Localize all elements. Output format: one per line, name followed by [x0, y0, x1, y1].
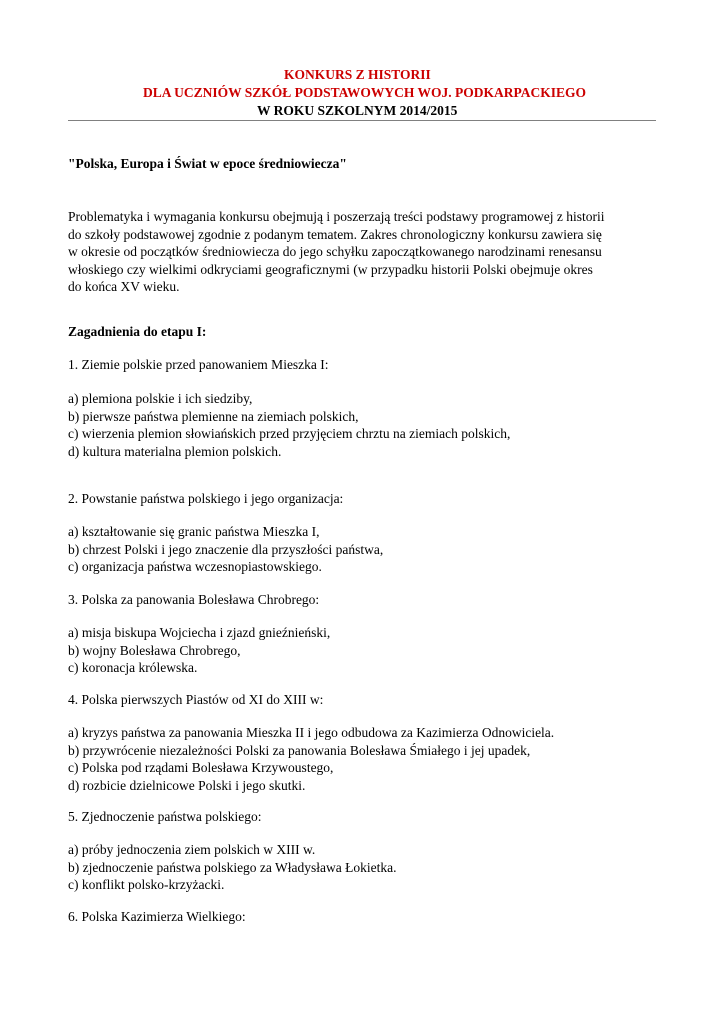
subject-title: "Polska, Europa i Świat w epoce średniowiecza" [68, 156, 347, 171]
list-item: c) Polska pod rządami Bolesława Krzywoustego, [68, 760, 334, 775]
header-line-2: DLA UCZNIÓW SZKÓŁ PODSTAWOWYCH WOJ. PODKARPACKIEGO [143, 85, 587, 100]
list-item: b) zjednoczenie państwa polskiego za Władysława Łokietka. [68, 859, 397, 875]
list-item: a) plemiona polskie i ich siedziby, [68, 391, 253, 406]
topic-4-title: 4. Polska pierwszych Piastów od XI do XIII w: [68, 692, 324, 707]
intro-line: w okresie od początków średniowiecza do jego schyłku zapoczątkowanego narodzinami renesansu [68, 244, 602, 259]
topic-6-title: 6. Polska Kazimierza Wielkiego: [68, 909, 246, 924]
list-item: c) organizacja państwa wczesnopiastowskiego. [68, 559, 322, 574]
topic-1-items [68, 390, 658, 460]
list-item: b) chrzest Polski i jego znaczenie dla przyszłości państwa, [68, 541, 384, 557]
topic-5-title: 5. Zjednoczenie państwa polskiego: [68, 809, 262, 824]
topic-5-items [68, 841, 658, 894]
intro-line: Problematyka i wymagania konkursu obejmują i poszerzają treści podstawy programowej z historii [68, 209, 605, 224]
intro-line: do szkoły podstawowej zgodnie z podanym tematem. Zakres chronologiczny konkursu zawiera się [68, 226, 602, 242]
topic-2-title: 2. Powstanie państwa polskiego i jego organizacja: [68, 491, 344, 506]
list-item: a) kształtowanie się granic państwa Mieszka I, [68, 524, 320, 539]
intro-line: do końca XV wieku. [68, 279, 180, 294]
list-item: c) koronacja królewska. [68, 660, 198, 675]
topic-1-title: 1. Ziemie polskie przed panowaniem Mieszka I: [68, 357, 329, 372]
intro-paragraph [68, 208, 658, 296]
document-header [68, 66, 656, 120]
list-item: d) kultura materialna plemion polskich. [68, 443, 282, 459]
list-item: b) wojny Bolesława Chrobrego, [68, 642, 241, 658]
stage-heading: Zagadnienia do etapu I: [68, 324, 207, 339]
list-item: a) kryzys państwa za panowania Mieszka II i jego odbudowa za Kazimierza Odnowiciela. [68, 725, 555, 740]
intro-line: włoskiego czy wielkimi odkryciami geograficznymi (w przypadku historii Polski obejmuje okres [68, 261, 593, 277]
list-item: d) rozbicie dzielnicowe Polski i jego skutki. [68, 777, 306, 793]
topic-3-items [68, 624, 658, 677]
list-item: a) próby jednoczenia ziem polskich w XIII w. [68, 842, 316, 857]
header-line-3: W ROKU SZKOLNYM 2014/2015 [257, 103, 458, 118]
list-item: a) misja biskupa Wojciecha i zjazd gnieźnieński, [68, 625, 331, 640]
list-item: b) przywrócenie niezależności Polski za panowania Bolesława Śmiałego i jej upadek, [68, 742, 531, 758]
header-divider [68, 120, 656, 121]
topic-4-items [68, 724, 658, 794]
list-item: c) konflikt polsko-krzyżacki. [68, 877, 225, 892]
list-item: c) wierzenia plemion słowiańskich przed przyjęciem chrztu na ziemiach polskich, [68, 426, 511, 441]
topic-2-items [68, 523, 658, 576]
header-line-1: KONKURS Z HISTORII [284, 67, 431, 82]
topic-3-title: 3. Polska za panowania Bolesława Chrobrego: [68, 592, 320, 607]
list-item: b) pierwsze państwa plemienne na ziemiach polskich, [68, 408, 359, 424]
